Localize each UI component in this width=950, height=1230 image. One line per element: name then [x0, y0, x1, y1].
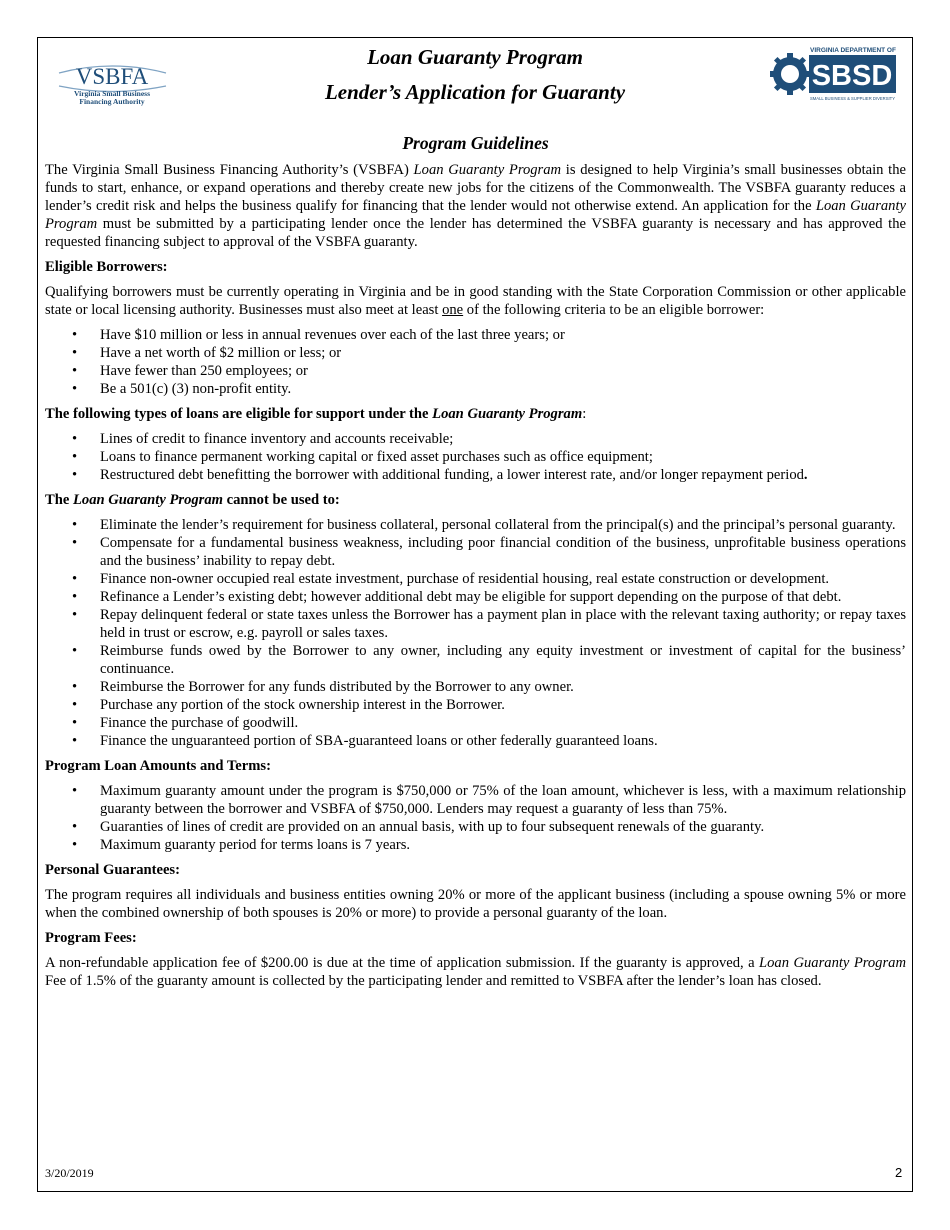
list-item: • Eliminate the lender’s requirement for business collateral, personal collateral from the principal(s) and the principal’s personal guaranty. — [72, 517, 896, 533]
list-item: • Guaranties of lines of credit are provided on an annual basis, with up to four subsequent renewals of the guaranty. — [72, 819, 765, 835]
list-item: • Have $10 million or less in annual revenues over each of the last three years; or — [72, 327, 565, 343]
list-item: • Have a net worth of $2 million or less; or — [72, 345, 342, 361]
list-item: • Lines of credit to finance inventory and accounts receivable; — [72, 431, 454, 447]
fees-heading: Program Fees: — [45, 930, 137, 946]
list-item: • Have fewer than 250 employees; or — [72, 363, 308, 379]
list-item: • Finance the unguaranteed portion of SBA-guaranteed loans or other federally guaranteed loans. — [72, 733, 658, 749]
section-title: Program Guidelines — [402, 133, 549, 153]
svg-text:SBSD: SBSD — [811, 60, 893, 92]
page-number: 2 — [895, 1165, 903, 1180]
guidelines-content — [45, 130, 906, 990]
cannot-heading: The Loan Guaranty Program cannot be used to: — [45, 492, 340, 508]
svg-text:Financing Authority: Financing Authority — [79, 97, 145, 106]
list-item: • Finance the purchase of goodwill. — [72, 715, 299, 731]
amounts-list — [45, 782, 906, 854]
document-title: Loan Guaranty Program — [367, 45, 583, 69]
list-item: • Refinance a Lender’s existing debt; however additional debt may be eligible for support depending on the purpose of that debt. — [72, 589, 842, 605]
list-item: • Maximum guaranty amount under the program is $750,000 or 75% of the loan amount, whichever is less, with a maximum relationship guaranty between the borrower and VSBFA of $750,000. Lenders may request a guaranty of less than 75%. — [72, 783, 906, 817]
cannot-list — [45, 516, 906, 750]
guarantees-heading: Personal Guarantees: — [45, 862, 180, 878]
amounts-heading: Program Loan Amounts and Terms: — [45, 758, 271, 774]
list-item: • Purchase any portion of the stock ownership interest in the Borrower. — [72, 697, 505, 713]
svg-text:Virginia Small Business: Virginia Small Business — [74, 89, 150, 98]
svg-text:SMALL BUSINESS & SUPPLIER DIVE: SMALL BUSINESS & SUPPLIER DIVERSITY — [810, 96, 896, 101]
fees-text: A non-refundable application fee of $200.00 is due at the time of application submission. If the guaranty is approved, a Loan Guaranty Program Fee of 1.5% of the guaranty amount is collected by the participating lender and remitted to VSBFA after the lender’s loan has closed. — [45, 955, 906, 989]
list-item: • Repay delinquent federal or state taxes unless the Borrower has a payment plan in place with the relevant taxing authority; or repay taxes held in trust or escrow, e.g. payroll or sales taxes. — [72, 607, 906, 641]
list-item: • Loans to finance permanent working capital or fixed asset purchases such as office equipment; — [72, 449, 653, 465]
vsbfa-logo-text: VSBFA — [75, 64, 149, 89]
eligible-text: Qualifying borrowers must be currently operating in Virginia and be in good standing with the State Corporation Commission or other applicable state or local licensing authority. Businesses must also meet at least one of the following criteria to be an eligible borrower: — [45, 284, 906, 318]
svg-text:VIRGINIA DEPARTMENT OF: VIRGINIA DEPARTMENT OF — [810, 47, 896, 54]
eligible-list — [45, 326, 906, 398]
list-item: • Be a 501(c) (3) non-profit entity. — [72, 381, 292, 397]
list-item: • Compensate for a fundamental business weakness, including poor financial condition of the business, unprofitable business operations and the business’ inability to repay debt. — [72, 535, 906, 569]
list-item: • Reimburse the Borrower for any funds distributed by the Borrower to any owner. — [72, 679, 574, 695]
loan-types-list — [45, 430, 906, 484]
list-item: • Finance non-owner occupied real estate investment, purchase of residential housing, real estate construction or development. — [72, 571, 830, 587]
eligible-heading: Eligible Borrowers: — [45, 259, 168, 275]
guarantees-text: The program requires all individuals and business entities owning 20% or more of the applicant business (including a spouse owning 5% or more when the combined ownership of both spouses is 20% or more) to provide a personal guaranty of the loan. — [45, 887, 906, 921]
document-subtitle: Lender’s Application for Guaranty — [324, 80, 626, 104]
footer-date: 3/20/2019 — [45, 1166, 94, 1180]
list-item: • Restructured debt benefitting the borrower with additional funding, a lower interest rate, and/or longer repayment period. — [72, 467, 808, 483]
list-item: • Reimburse funds owed by the Borrower to any owner, including any equity investment or investment of capital for the business’ continuance. — [72, 643, 906, 677]
intro-paragraph: The Virginia Small Business Financing Authority’s (VSBFA) Loan Guaranty Program is designed to help Virginia’s small businesses obtain the funds to start, enhance, or expand operations and thereby create new jobs for the citizens of the Commonwealth. The VSBFA guaranty reduces a lender’s credit risk and helps the business qualify for financing that the lender would not otherwise extend. An application for the Loan Guaranty Program must be submitted by a participating lender once the lender has determined the VSBFA guaranty is necessary and has approved the requested financing subject to approval of the VSBFA guaranty. — [45, 162, 907, 250]
loan-types-heading: The following types of loans are eligible for support under the Loan Guaranty Program: — [45, 406, 587, 422]
list-item: • Maximum guaranty period for terms loans is 7 years. — [72, 837, 411, 853]
